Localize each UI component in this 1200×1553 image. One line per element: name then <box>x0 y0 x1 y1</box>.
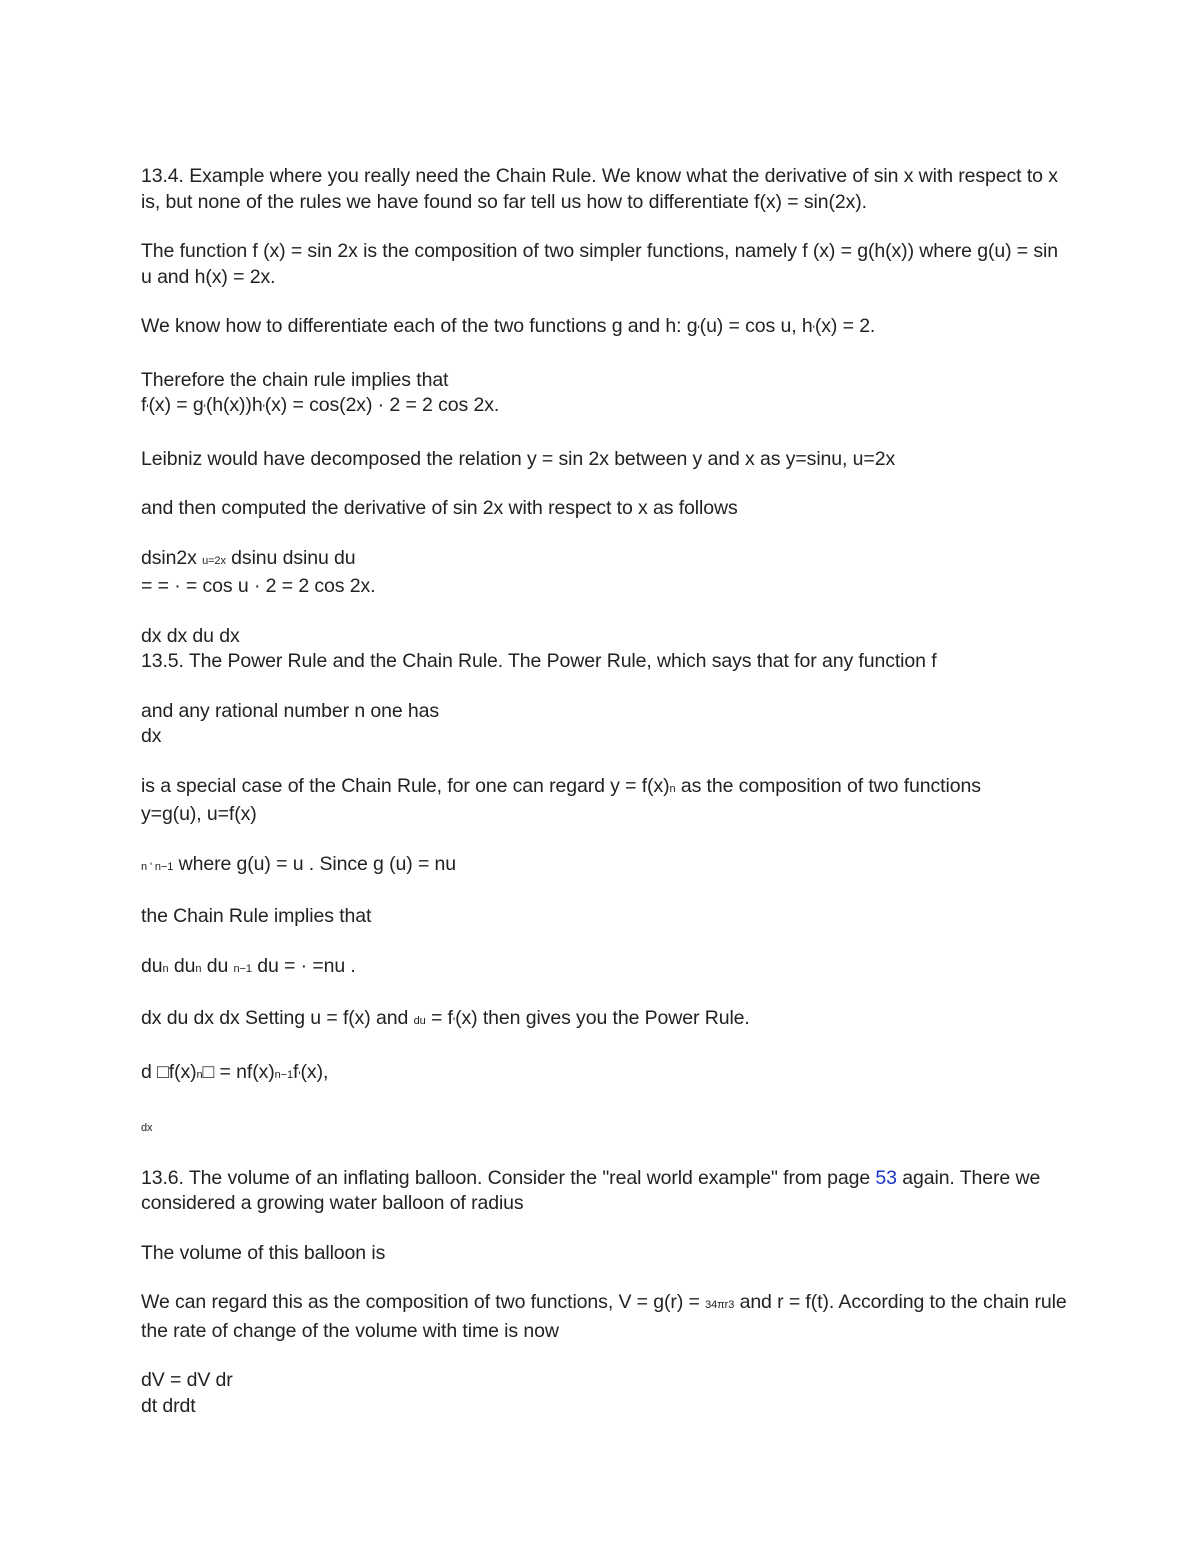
text-run: as the composition of two functions <box>675 774 981 797</box>
chain-rule-paragraph <box>141 368 1071 423</box>
subscript: dx <box>141 1122 153 1134</box>
text-run: where g(u) = u . Since g (u) = nu <box>173 852 457 875</box>
differentiate-paragraph <box>141 314 1071 344</box>
text-run: du = · =nu . <box>251 954 356 977</box>
text-run: (x) then gives you the Power Rule. <box>455 1007 750 1029</box>
volume-rate-formula <box>141 1368 1071 1419</box>
text-run: f <box>141 394 147 416</box>
superscript: n−1 <box>233 962 252 975</box>
superscript: n <box>669 782 676 795</box>
text-run: We know how to differentiate each of the two functions g and h: g <box>141 315 698 337</box>
section-13-6-intro <box>141 1166 1071 1217</box>
superscript: n <box>195 962 202 975</box>
power-formula <box>141 954 1071 983</box>
formula-line: dV = dV dr <box>141 1369 233 1391</box>
text-run: = f <box>425 1007 453 1029</box>
text-run: We can regard this as the composition of two functions, V = g(r) = <box>141 1291 706 1313</box>
superscript: n <box>162 962 169 975</box>
leibniz-paragraph: Leibniz would have decomposed the relation y = sin 2x between y and x as y=sinu, u=2x <box>141 447 896 470</box>
prime-mark: ' <box>697 323 700 337</box>
rational-number-paragraph <box>141 699 1071 750</box>
text-line: Therefore the chain rule implies that <box>141 368 449 391</box>
superscript: n <box>196 1068 203 1081</box>
text-line: y=g(u), u=f(x) <box>141 803 257 825</box>
text-run: □ = nf(x) <box>202 1060 275 1083</box>
where-paragraph <box>141 852 1071 881</box>
computed-paragraph: and then computed the derivative of sin 2x with respect to x as follows <box>141 497 738 519</box>
text-run: (x) = 2. <box>814 315 876 337</box>
document-body <box>141 164 1071 1443</box>
text-line: dx <box>141 725 162 747</box>
superscript: n−1 <box>274 1068 293 1081</box>
formula-line: dt drdt <box>141 1394 196 1417</box>
text-run: dx du dx dx Setting u = f(x) and <box>141 1007 414 1029</box>
text-line: and any rational number n one has <box>141 699 440 722</box>
text-line: dx dx du dx <box>141 624 240 647</box>
composition-paragraph: The function f (x) = sin 2x is the composition of two simpler functions, namely f (x) = g(h(x)) where g(u) = sin u and h(x) = 2x. <box>141 240 1059 288</box>
page-link[interactable]: 53 <box>875 1166 897 1189</box>
subscript: 34πr3 <box>705 1299 735 1311</box>
implies-paragraph: the Chain Rule implies that <box>141 905 372 927</box>
prime-mark: ' <box>298 1068 301 1083</box>
section-13-4-intro: 13.4. Example where you really need the Chain Rule. We know what the derivative of sin x with respect to x is, but none of the rules we have found so far tell us how to differentiate f(x) = sin(2x). <box>141 165 1058 213</box>
leibniz-formula <box>141 546 1071 600</box>
composition-volume-paragraph <box>141 1290 1071 1344</box>
special-case-paragraph <box>141 774 1071 828</box>
prime-mark: ' <box>452 1015 456 1029</box>
text-run: d □f(x) <box>141 1060 197 1083</box>
text-line <box>141 774 1071 803</box>
prime-mark: ' <box>146 402 149 416</box>
power-rule-formula <box>141 1060 1071 1090</box>
text-run: dsin2x <box>141 546 203 569</box>
chain-rule-formula <box>141 393 1071 423</box>
volume-paragraph: The volume of this balloon is <box>141 1241 386 1264</box>
formula-line <box>141 546 1071 575</box>
text-run: (x), <box>300 1060 329 1083</box>
text-run: is a special case of the Chain Rule, for one can regard y = f(x) <box>141 774 670 797</box>
text-run: 13.6. The volume of an inflating balloon. Consider the "real world example" from page <box>141 1166 876 1189</box>
formula-line: = = · = cos u · 2 = 2 cos 2x. <box>141 575 376 597</box>
setting-paragraph <box>141 1006 1071 1036</box>
superscript: n ' n−1 <box>141 860 174 873</box>
subscript: u=2x <box>202 554 226 567</box>
text-run: (u) = cos u, h <box>699 315 813 337</box>
power-rule-denominator <box>141 1113 1071 1142</box>
text-run: f <box>293 1060 299 1083</box>
text-run: (x) = cos(2x) · 2 = 2 cos 2x. <box>264 394 500 416</box>
prime-mark: ' <box>262 402 265 416</box>
text-run: du <box>141 954 163 977</box>
text-run: and r = f(t). According to the chain rule the rate of change of the volume with time is now <box>141 1291 1067 1342</box>
subscript: du <box>413 1015 426 1027</box>
prime-mark: ' <box>812 323 815 337</box>
formula-denominators <box>141 624 1071 675</box>
text-run: du <box>201 954 234 977</box>
section-13-5-heading: 13.5. The Power Rule and the Chain Rule. The Power Rule, which says that for any function f <box>141 650 937 672</box>
text-run: du <box>168 954 196 977</box>
prime-mark: ' <box>203 402 206 416</box>
text-run: again. There we considered a growing water balloon of radius <box>141 1166 1041 1214</box>
text-run: dsinu dsinu du <box>225 546 356 569</box>
text-run: (h(x))h <box>205 394 263 416</box>
text-run: (x) = g <box>148 394 204 416</box>
